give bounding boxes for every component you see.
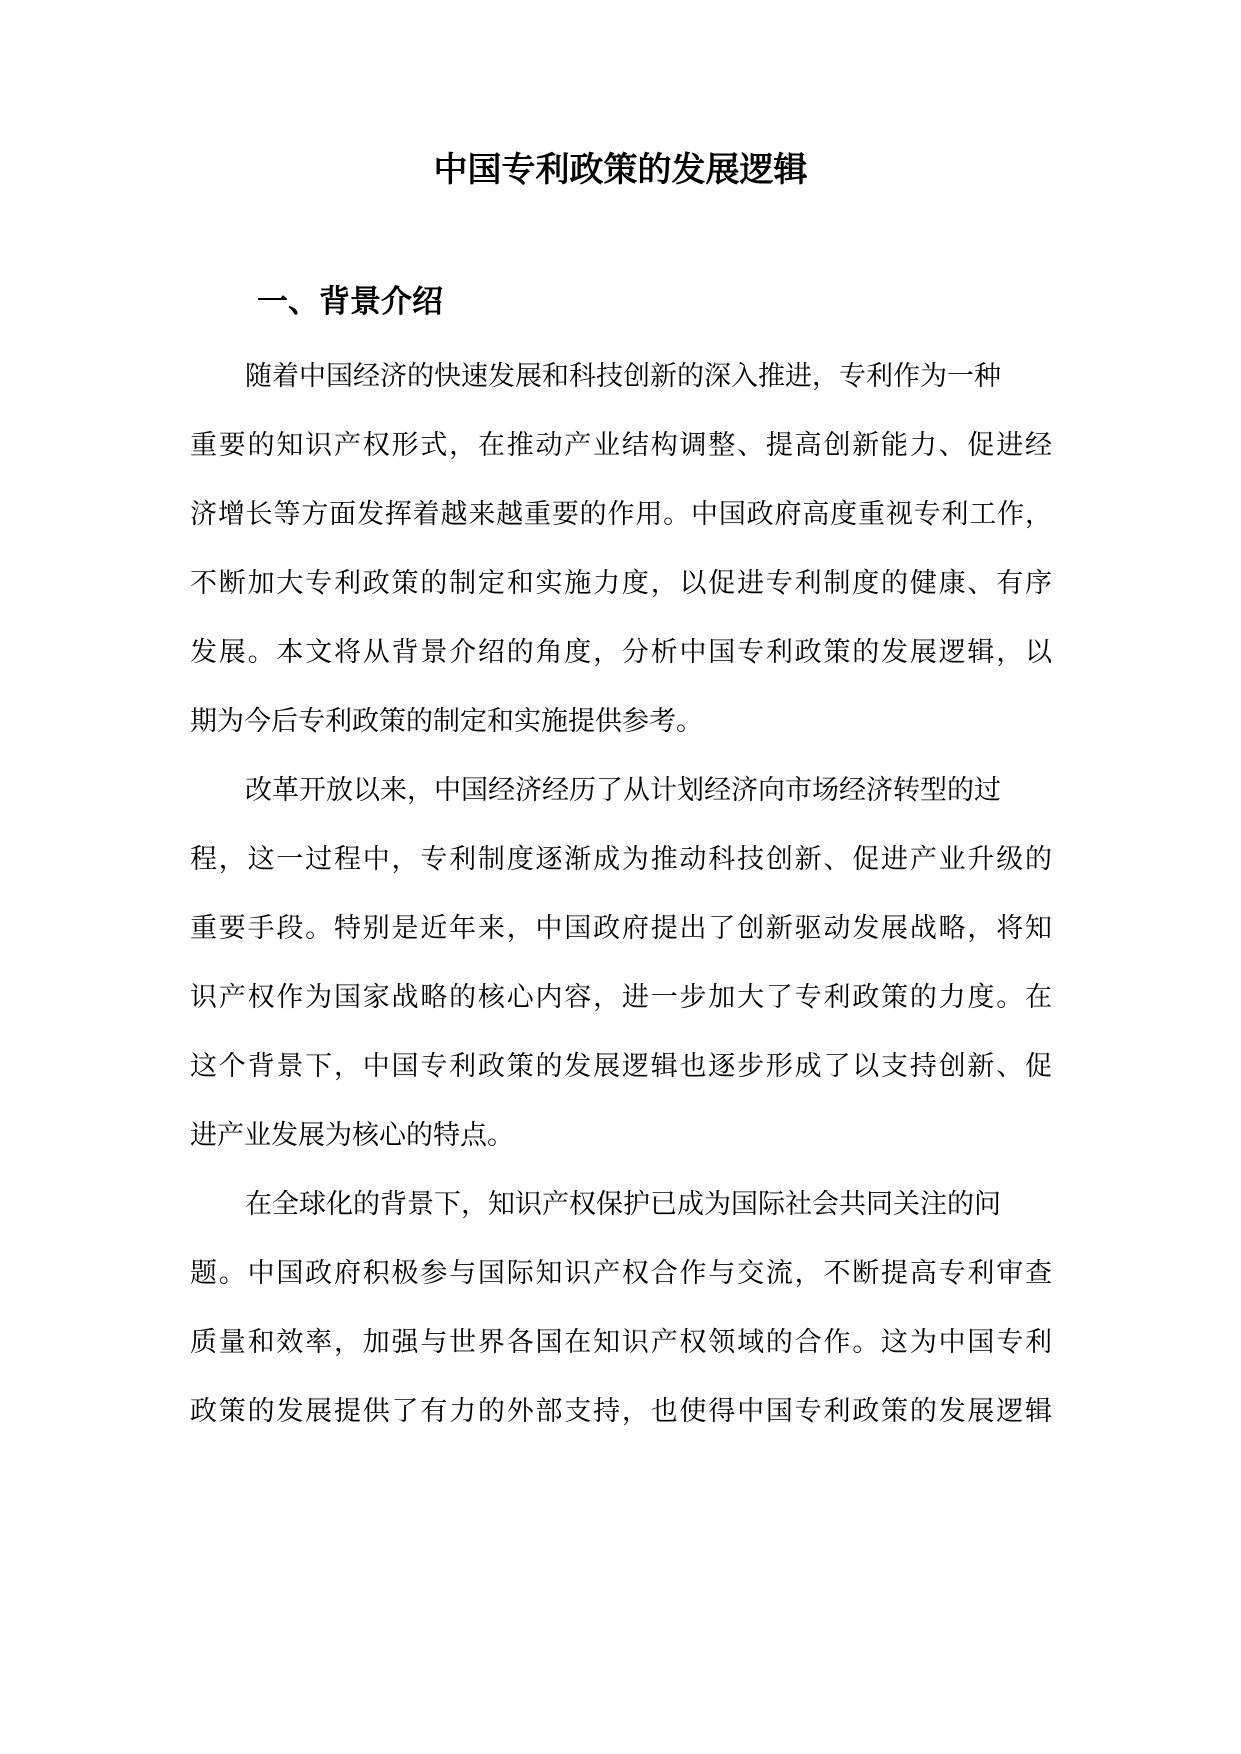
section-heading: 一、背景介绍 bbox=[257, 284, 443, 320]
paragraph-1-line-4: 不断加大专利政策的制定和实施力度，以促进专利制度的健康、有序 bbox=[190, 568, 1052, 599]
paragraph-3-line-4: 政策的发展提供了有力的外部支持，也使得中国专利政策的发展逻辑 bbox=[190, 1396, 1052, 1427]
paragraph-1-line-2: 重要的知识产权形式，在推动产业结构调整、提高创新能力、促进经 bbox=[190, 430, 1052, 461]
paragraph-1-line-6: 期为今后专利政策的制定和实施提供参考。 bbox=[190, 706, 703, 737]
paragraph-2-line-3: 重要手段。特别是近年来，中国政府提出了创新驱动发展战略，将知 bbox=[190, 913, 1052, 944]
paragraph-3-line-2: 题。中国政府积极参与国际知识产权合作与交流，不断提高专利审查 bbox=[190, 1258, 1052, 1289]
paragraph-3-line-3: 质量和效率，加强与世界各国在知识产权领域的合作。这为中国专利 bbox=[190, 1327, 1052, 1358]
paragraph-2-line-4: 识产权作为国家战略的核心内容，进一步加大了专利政策的力度。在 bbox=[190, 982, 1052, 1013]
paragraph-3-line-1: 在全球化的背景下，知识产权保护已成为国际社会共同关注的问 bbox=[245, 1189, 1001, 1220]
paragraph-1-line-5: 发展。本文将从背景介绍的角度，分析中国专利政策的发展逻辑，以 bbox=[190, 637, 1052, 668]
paragraph-2-line-6: 进产业发展为核心的特点。 bbox=[190, 1120, 514, 1151]
paragraph-2-line-1: 改革开放以来，中国经济经历了从计划经济向市场经济转型的过 bbox=[245, 775, 1001, 806]
paragraph-1-line-3: 济增长等方面发挥着越来越重要的作用。中国政府高度重视专利工作， bbox=[190, 499, 1052, 530]
paragraph-2-line-2: 程，这一过程中，专利制度逐渐成为推动科技创新、促进产业升级的 bbox=[190, 844, 1052, 875]
paragraph-2-line-5: 这个背景下，中国专利政策的发展逻辑也逐步形成了以支持创新、促 bbox=[190, 1051, 1052, 1082]
paragraph-1-line-1: 随着中国经济的快速发展和科技创新的深入推进，专利作为一种 bbox=[245, 361, 1001, 392]
document-title: 中国专利政策的发展逻辑 bbox=[433, 150, 808, 190]
